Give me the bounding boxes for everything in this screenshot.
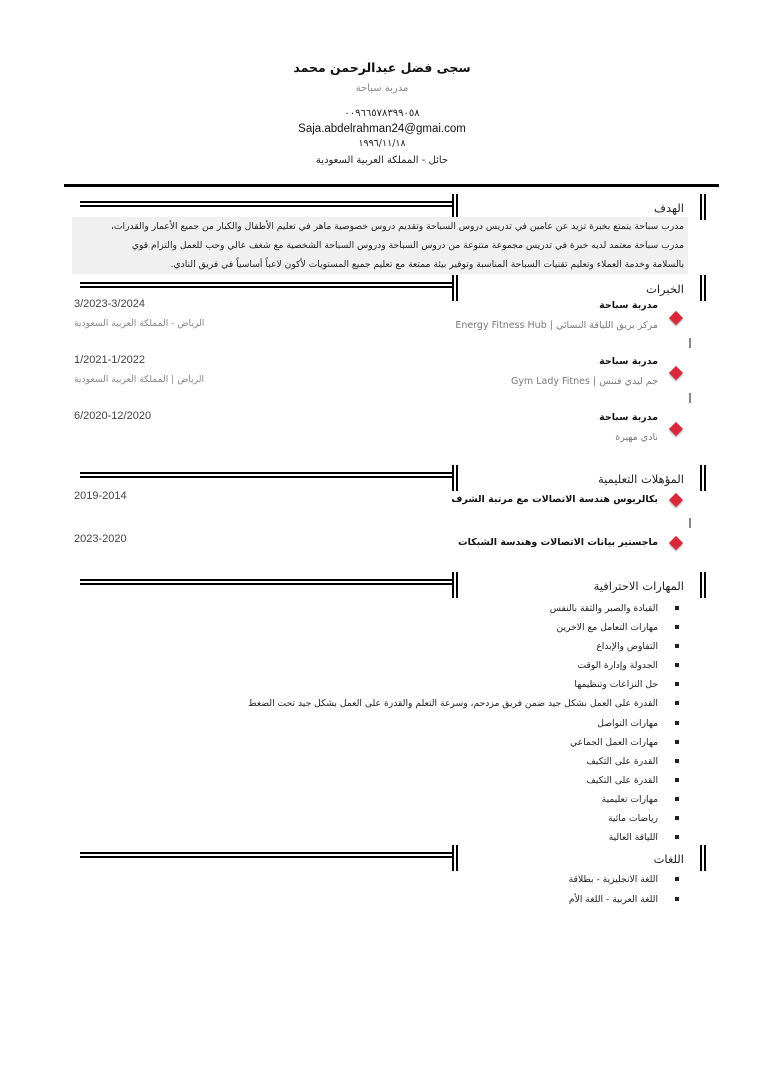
email-address: Saja.abdelrahman24@gmai.com <box>298 123 466 135</box>
experience-organization: جم ليدي فتنس | Gym Lady Fitnes <box>510 376 658 387</box>
experience-organization: نادي مهيرة <box>615 432 658 443</box>
experience-date: 3/2023-3/2024 <box>74 298 145 310</box>
experience-organization: مركز بريق اللياقة النسائي | Energy Fitness Hub <box>455 320 658 331</box>
objective-line: مدرب سباحة معتمد لديه خبرة في تدريس مجموعة متنوعة من دروس السباحة ودروس السباحة الشخصية مع شغف عالي وحب للعمل والتزام قوي <box>131 240 684 251</box>
experience-role: مدربة سباحة <box>599 356 658 367</box>
skills-list <box>72 601 688 849</box>
location: حائل - المملكة العربية السعودية <box>315 155 449 166</box>
skill-item: التفاوض والإبداع <box>72 639 688 658</box>
skill-item: مهارات التعامل مع الاخرين <box>72 620 688 639</box>
skill-item: مهارات التواصل <box>72 716 688 735</box>
objective-line: مدرب سباحة يتمتع بخبرة تزيد عن عامين في تدريس دروس السباحة وتقديم دروس خصوصية ماهر في تعليم الأطفال والكبار من جميع الأعمار والقدرات، <box>110 221 684 232</box>
bullet-diamond-icon <box>669 311 683 325</box>
education-degree: بكالريوس هندسة الاتصالات مع مرتبة الشرف <box>451 494 658 505</box>
education-date: 2019-2014 <box>74 490 127 502</box>
skill-item: مهارات العمل الجماعي <box>72 735 688 754</box>
section-rule <box>80 472 454 480</box>
languages-list <box>72 872 688 912</box>
bullet-diamond-icon <box>669 366 683 380</box>
timeline-tick <box>689 393 691 403</box>
person-name: سجى فضل عبدالرحمن محمد <box>293 60 471 75</box>
education-date: 2023-2020 <box>74 533 127 545</box>
timeline-tick <box>689 338 691 348</box>
education-item <box>72 490 688 518</box>
section-rule <box>80 852 454 860</box>
section-title: اللغات <box>653 852 684 866</box>
section-header-skills <box>80 572 706 598</box>
phone-number: ٠٠٩٦٦٥٧٨٣٩٩٠٥٨ <box>344 108 420 119</box>
skill-item: حل النزاعات وتنظيمها <box>72 677 688 696</box>
section-header-languages <box>80 845 706 871</box>
skill-item: القدرة على التكيف <box>72 773 688 792</box>
experience-role: مدربة سباحة <box>599 412 658 423</box>
skill-item: رياضات مائية <box>72 811 688 830</box>
skill-item: القيادة والصبر والثقة بالنفس <box>72 601 688 620</box>
experience-place: الرياض - المملكة العربية السعودية <box>74 318 205 329</box>
section-rule <box>80 579 454 587</box>
section-title: المؤهلات التعليمية <box>598 472 684 486</box>
experience-role: مدربة سباحة <box>599 300 658 311</box>
experience-item <box>72 300 688 348</box>
bullet-diamond-icon <box>669 422 683 436</box>
experience-date: 6/2020-12/2020 <box>74 410 152 422</box>
resume-header <box>0 58 764 166</box>
objective-line: بالسلامة وخدمة العملاء وتعليم تقنيات السباحة المناسبة وتوفير بيئة ممتعة مع تعليم جميع المستويات لأكون لاعباً أساسياً في فريق النادي. <box>170 259 684 270</box>
birth-date: ١٩٩٦/١١/١٨ <box>358 138 406 149</box>
section-rule <box>80 282 454 290</box>
bullet-diamond-icon <box>669 493 683 507</box>
section-title: المهارات الاحترافية <box>593 579 684 593</box>
bullet-diamond-icon <box>669 536 683 550</box>
experience-item <box>72 412 688 460</box>
education-degree: ماجستير بيانات الاتصالات وهندسة الشبكات <box>458 537 658 548</box>
section-header-education <box>80 465 706 491</box>
experience-item <box>72 356 688 404</box>
section-title: الهدف <box>654 201 684 215</box>
experience-date: 1/2021-1/2022 <box>74 354 145 366</box>
section-header-experience <box>80 275 706 301</box>
job-title: مدربة سباحة <box>355 83 409 94</box>
language-item: اللغة الانجليزية - بطلاقة <box>72 872 688 892</box>
skill-item: مهارات تعليمية <box>72 792 688 811</box>
language-item: اللغة العربية - اللغة الأم <box>72 892 688 912</box>
education-item <box>72 533 688 561</box>
timeline-tick <box>689 518 691 528</box>
section-title: الخبرات <box>646 282 684 296</box>
skill-item: القدرة على العمل بشكل جيد ضمن فريق مزدحم، وسرعة التعلم والقدرة على العمل بشكل جيد تحت الضغط <box>72 696 688 715</box>
section-rule <box>80 201 454 209</box>
header-divider <box>64 184 719 187</box>
experience-place: الرياض | المملكة العربية السعودية <box>74 374 205 385</box>
skill-item: اللياقة العالية <box>72 830 688 849</box>
skill-item: القدرة على التكيف <box>72 754 688 773</box>
objective-text <box>72 217 688 274</box>
skill-item: الجدولة وإدارة الوقت <box>72 658 688 677</box>
